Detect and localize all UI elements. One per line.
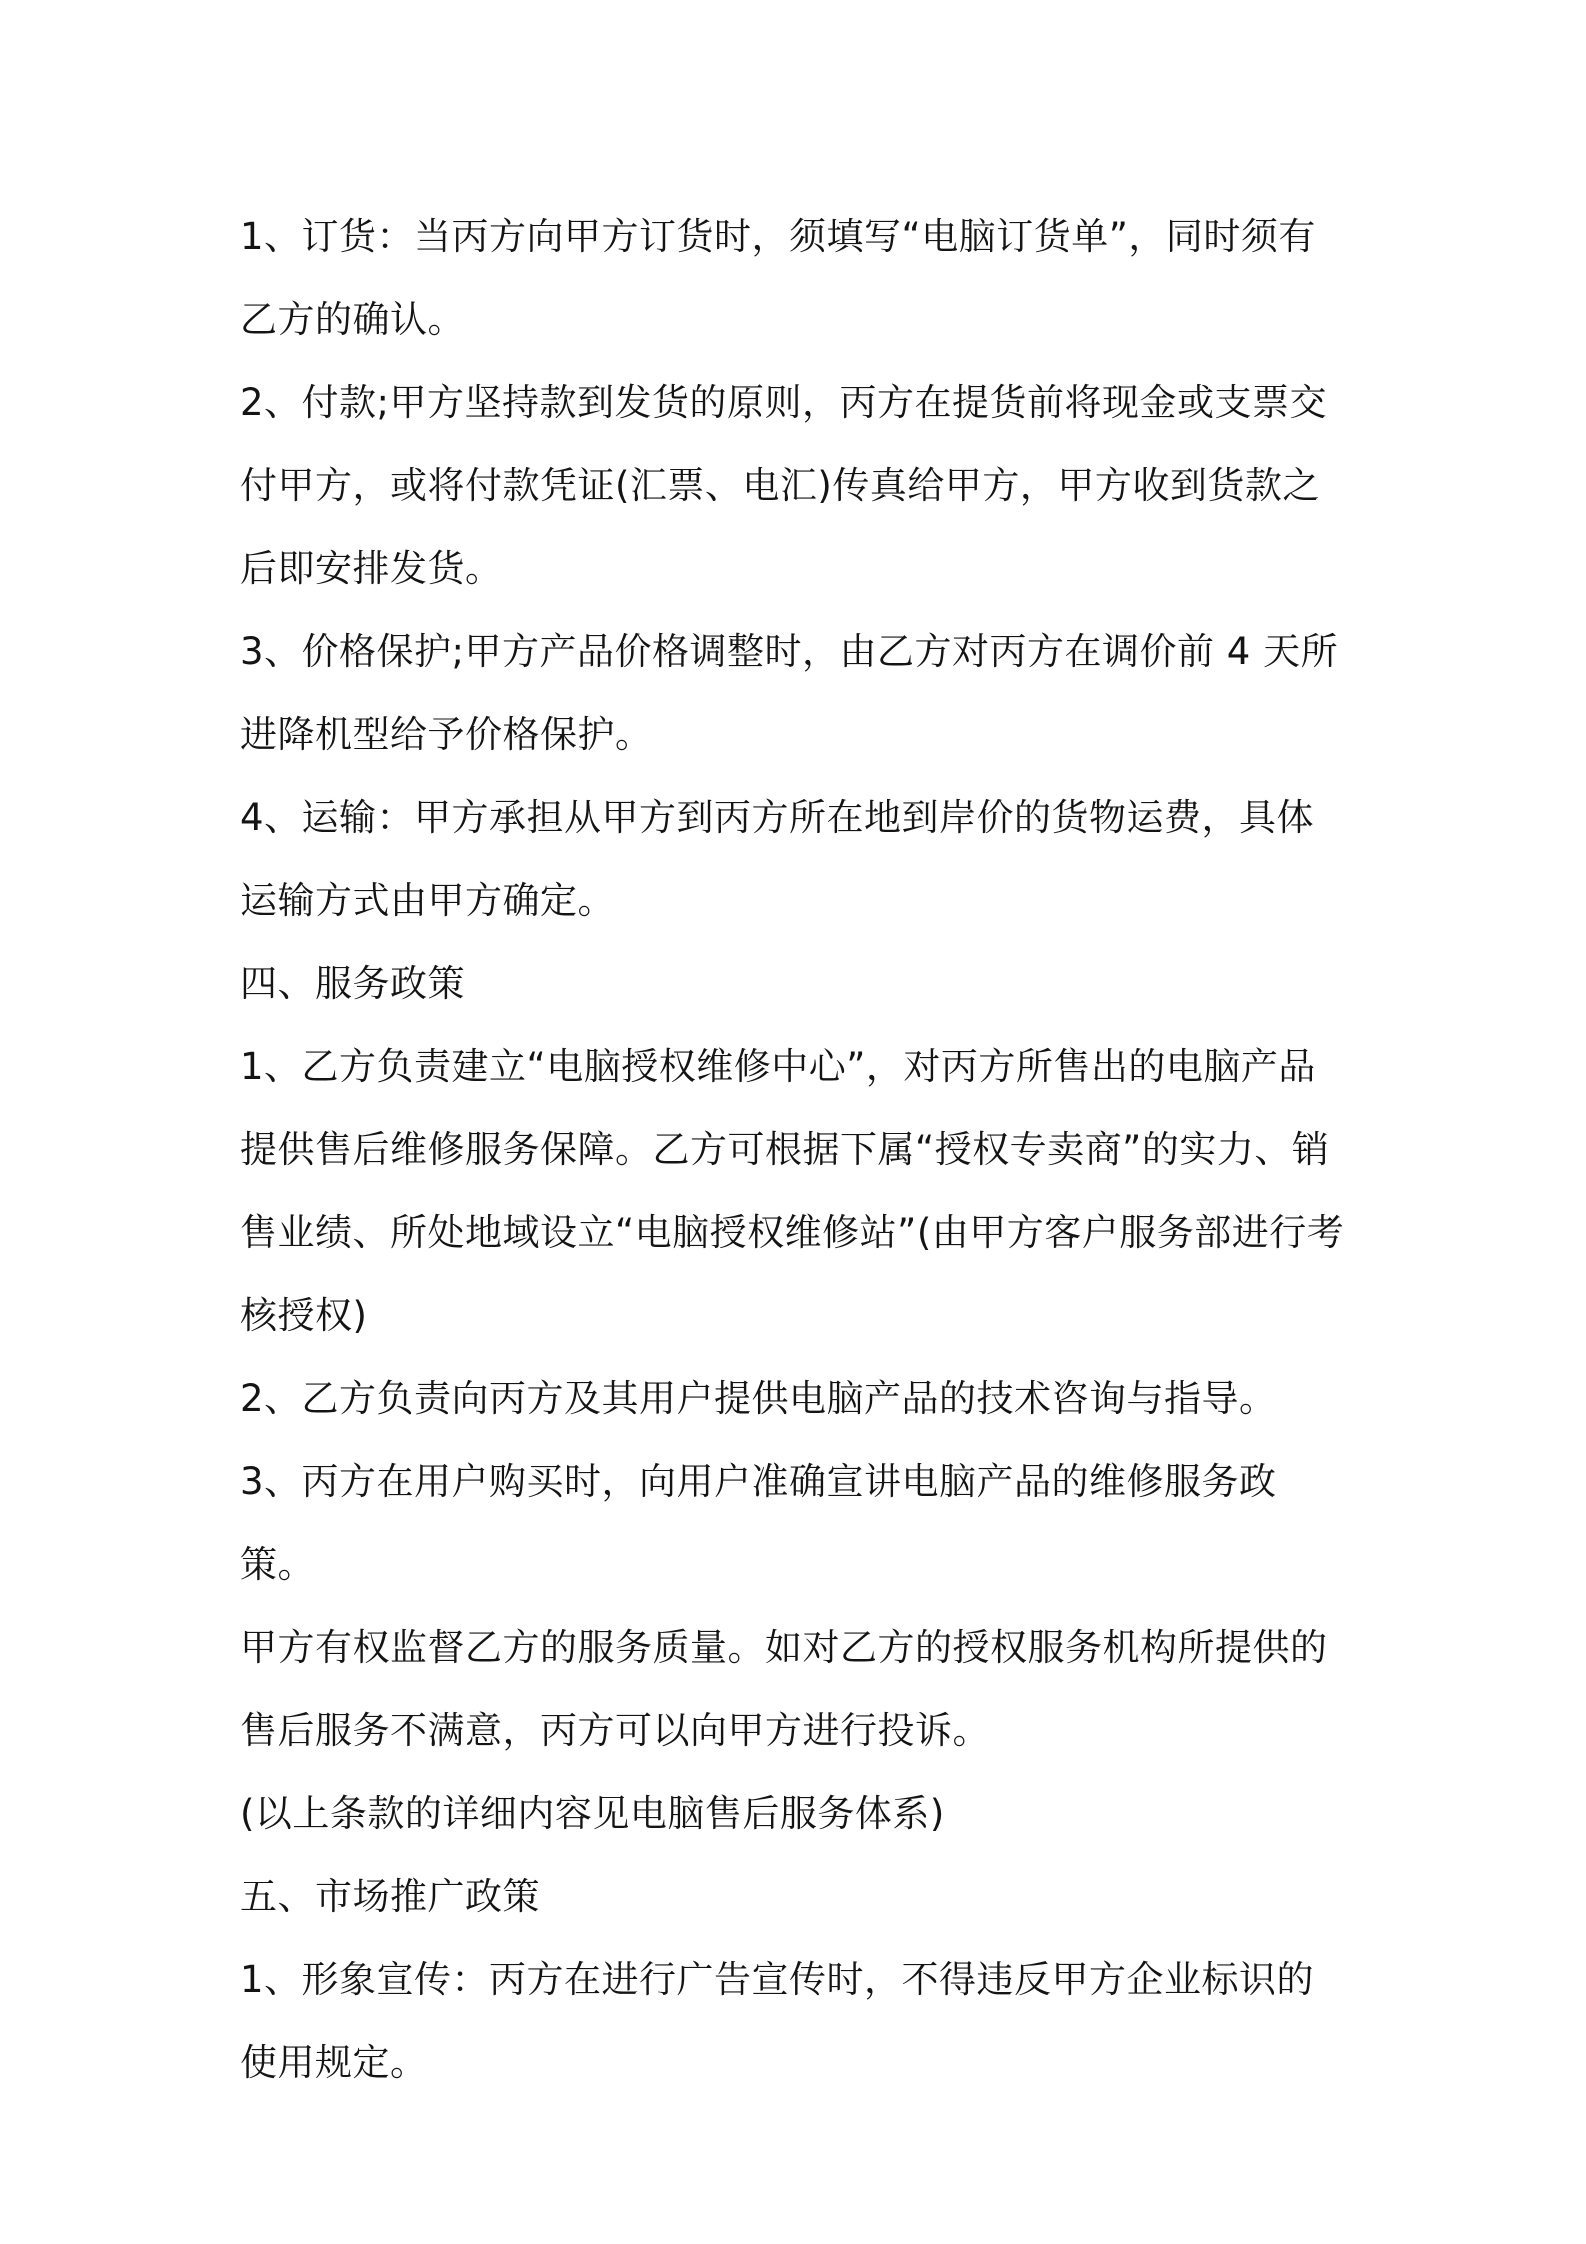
- clause-reference-note: (以上条款的详细内容见电脑售后服务体系): [240, 1792, 945, 1835]
- section-heading-service-policy: 四、服务政策: [240, 962, 465, 1005]
- clause-service-supervision: 甲方有权监督乙方的服务质量。如对乙方的授权服务机构所提供的售后服务不满意，丙方可以向甲方进行投诉。: [240, 1626, 1328, 1752]
- clause-ordering: 1、订货：当丙方向甲方订货时，须填写“电脑订货单”，同时须有乙方的确认。: [240, 215, 1316, 341]
- clause-repair-center: 1、乙方负责建立“电脑授权维修中心”，对丙方所售出的电脑产品提供售后维修服务保障。乙方可根据下属“授权专卖商”的实力、销售业绩、所处地域设立“电脑授权维修站”(由甲方客户服务部进行考核授权): [240, 1045, 1345, 1337]
- clause-technical-support: 2、乙方负责向丙方及其用户提供电脑产品的技术咨询与指导。: [240, 1377, 1277, 1420]
- clause-image-promotion: 1、形象宣传：丙方在进行广告宣传时，不得违反甲方企业标识的使用规定。: [240, 1958, 1315, 2084]
- clause-transport: 4、运输：甲方承担从甲方到丙方所在地到岸价的货物运费，具体运输方式由甲方确定。: [240, 796, 1315, 922]
- clause-price-protection: 3、价格保护;甲方产品价格调整时，由乙方对丙方在调价前 4 天所进降机型给予价格保护。: [240, 630, 1339, 756]
- section-heading-marketing-policy: 五、市场推广政策: [240, 1875, 540, 1918]
- clause-service-explanation: 3、丙方在用户购买时，向用户准确宣讲电脑产品的维修服务政策。: [240, 1460, 1277, 1586]
- clause-payment: 2、付款;甲方坚持款到发货的原则，丙方在提货前将现金或支票交付甲方，或将付款凭证(汇票、电汇)传真给甲方，甲方收到货款之后即安排发货。: [240, 381, 1328, 590]
- document-body: [240, 195, 1350, 2104]
